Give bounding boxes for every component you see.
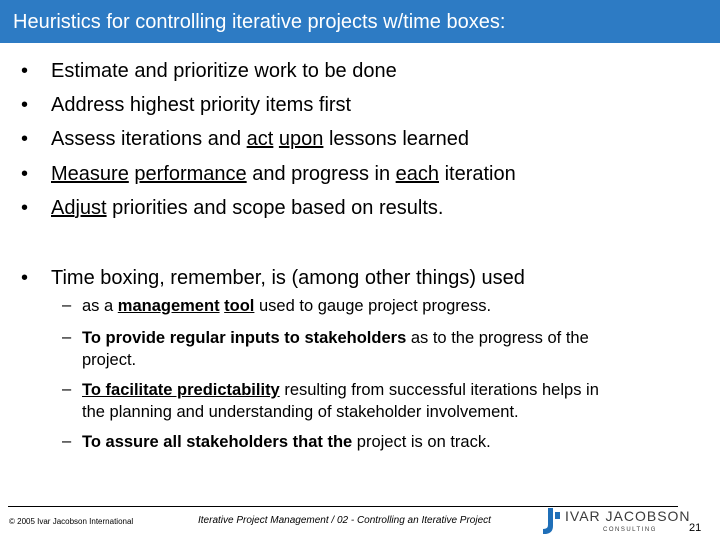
slide-title: Heuristics for controlling iterative projects w/time boxes: [13,11,506,33]
sub-item-4: To assure all stakeholders that the project is on track. [82,433,491,451]
sub-item-3-line-1: To facilitate predictability resulting from successful iterations helps in [82,381,599,399]
bullet-text: Assess iterations and act upon lessons learned [51,128,470,150]
bullet-marker: • [21,197,29,219]
page-number: 21 [689,522,702,534]
title-bar [0,0,720,43]
copyright: © 2005 Ivar Jacobson International [9,517,134,526]
sub-dash: – [62,328,72,346]
sub-item-1: as a management tool used to gauge project progress. [82,297,492,315]
bullet-marker: • [21,128,29,150]
bullet-text: Adjust priorities and scope based on results. [51,197,444,219]
sub-dash: – [62,432,72,450]
company-logo [543,505,691,540]
bullet-marker: • [21,267,29,289]
sub-item-2-line-2: project. [82,351,137,369]
bullet-marker: • [21,60,29,82]
bullet-text: Address highest priority items first [51,94,352,116]
sub-item-2-line-1: To provide regular inputs to stakeholders as to the progress of the [82,329,589,347]
sub-item-3-line-2: the planning and understanding of stakeholder involvement. [82,403,519,421]
bullet-text: Estimate and prioritize work to be done [51,60,397,82]
bullet-text: Time boxing, remember, is (among other things) used [51,267,525,289]
sub-dash: – [62,296,72,314]
logo-mark-icon [543,508,561,534]
bullet-text: Measure performance and progress in each iteration [51,163,516,185]
sub-dash: – [62,380,72,398]
bullet-marker: • [21,94,29,116]
course-title: Iterative Project Management / 02 - Controlling an Iterative Project [198,515,491,526]
logo-name: IVAR JACOBSON [565,508,691,524]
logo-subtitle: CONSULTING [603,527,657,533]
bullet-marker: • [21,163,29,185]
